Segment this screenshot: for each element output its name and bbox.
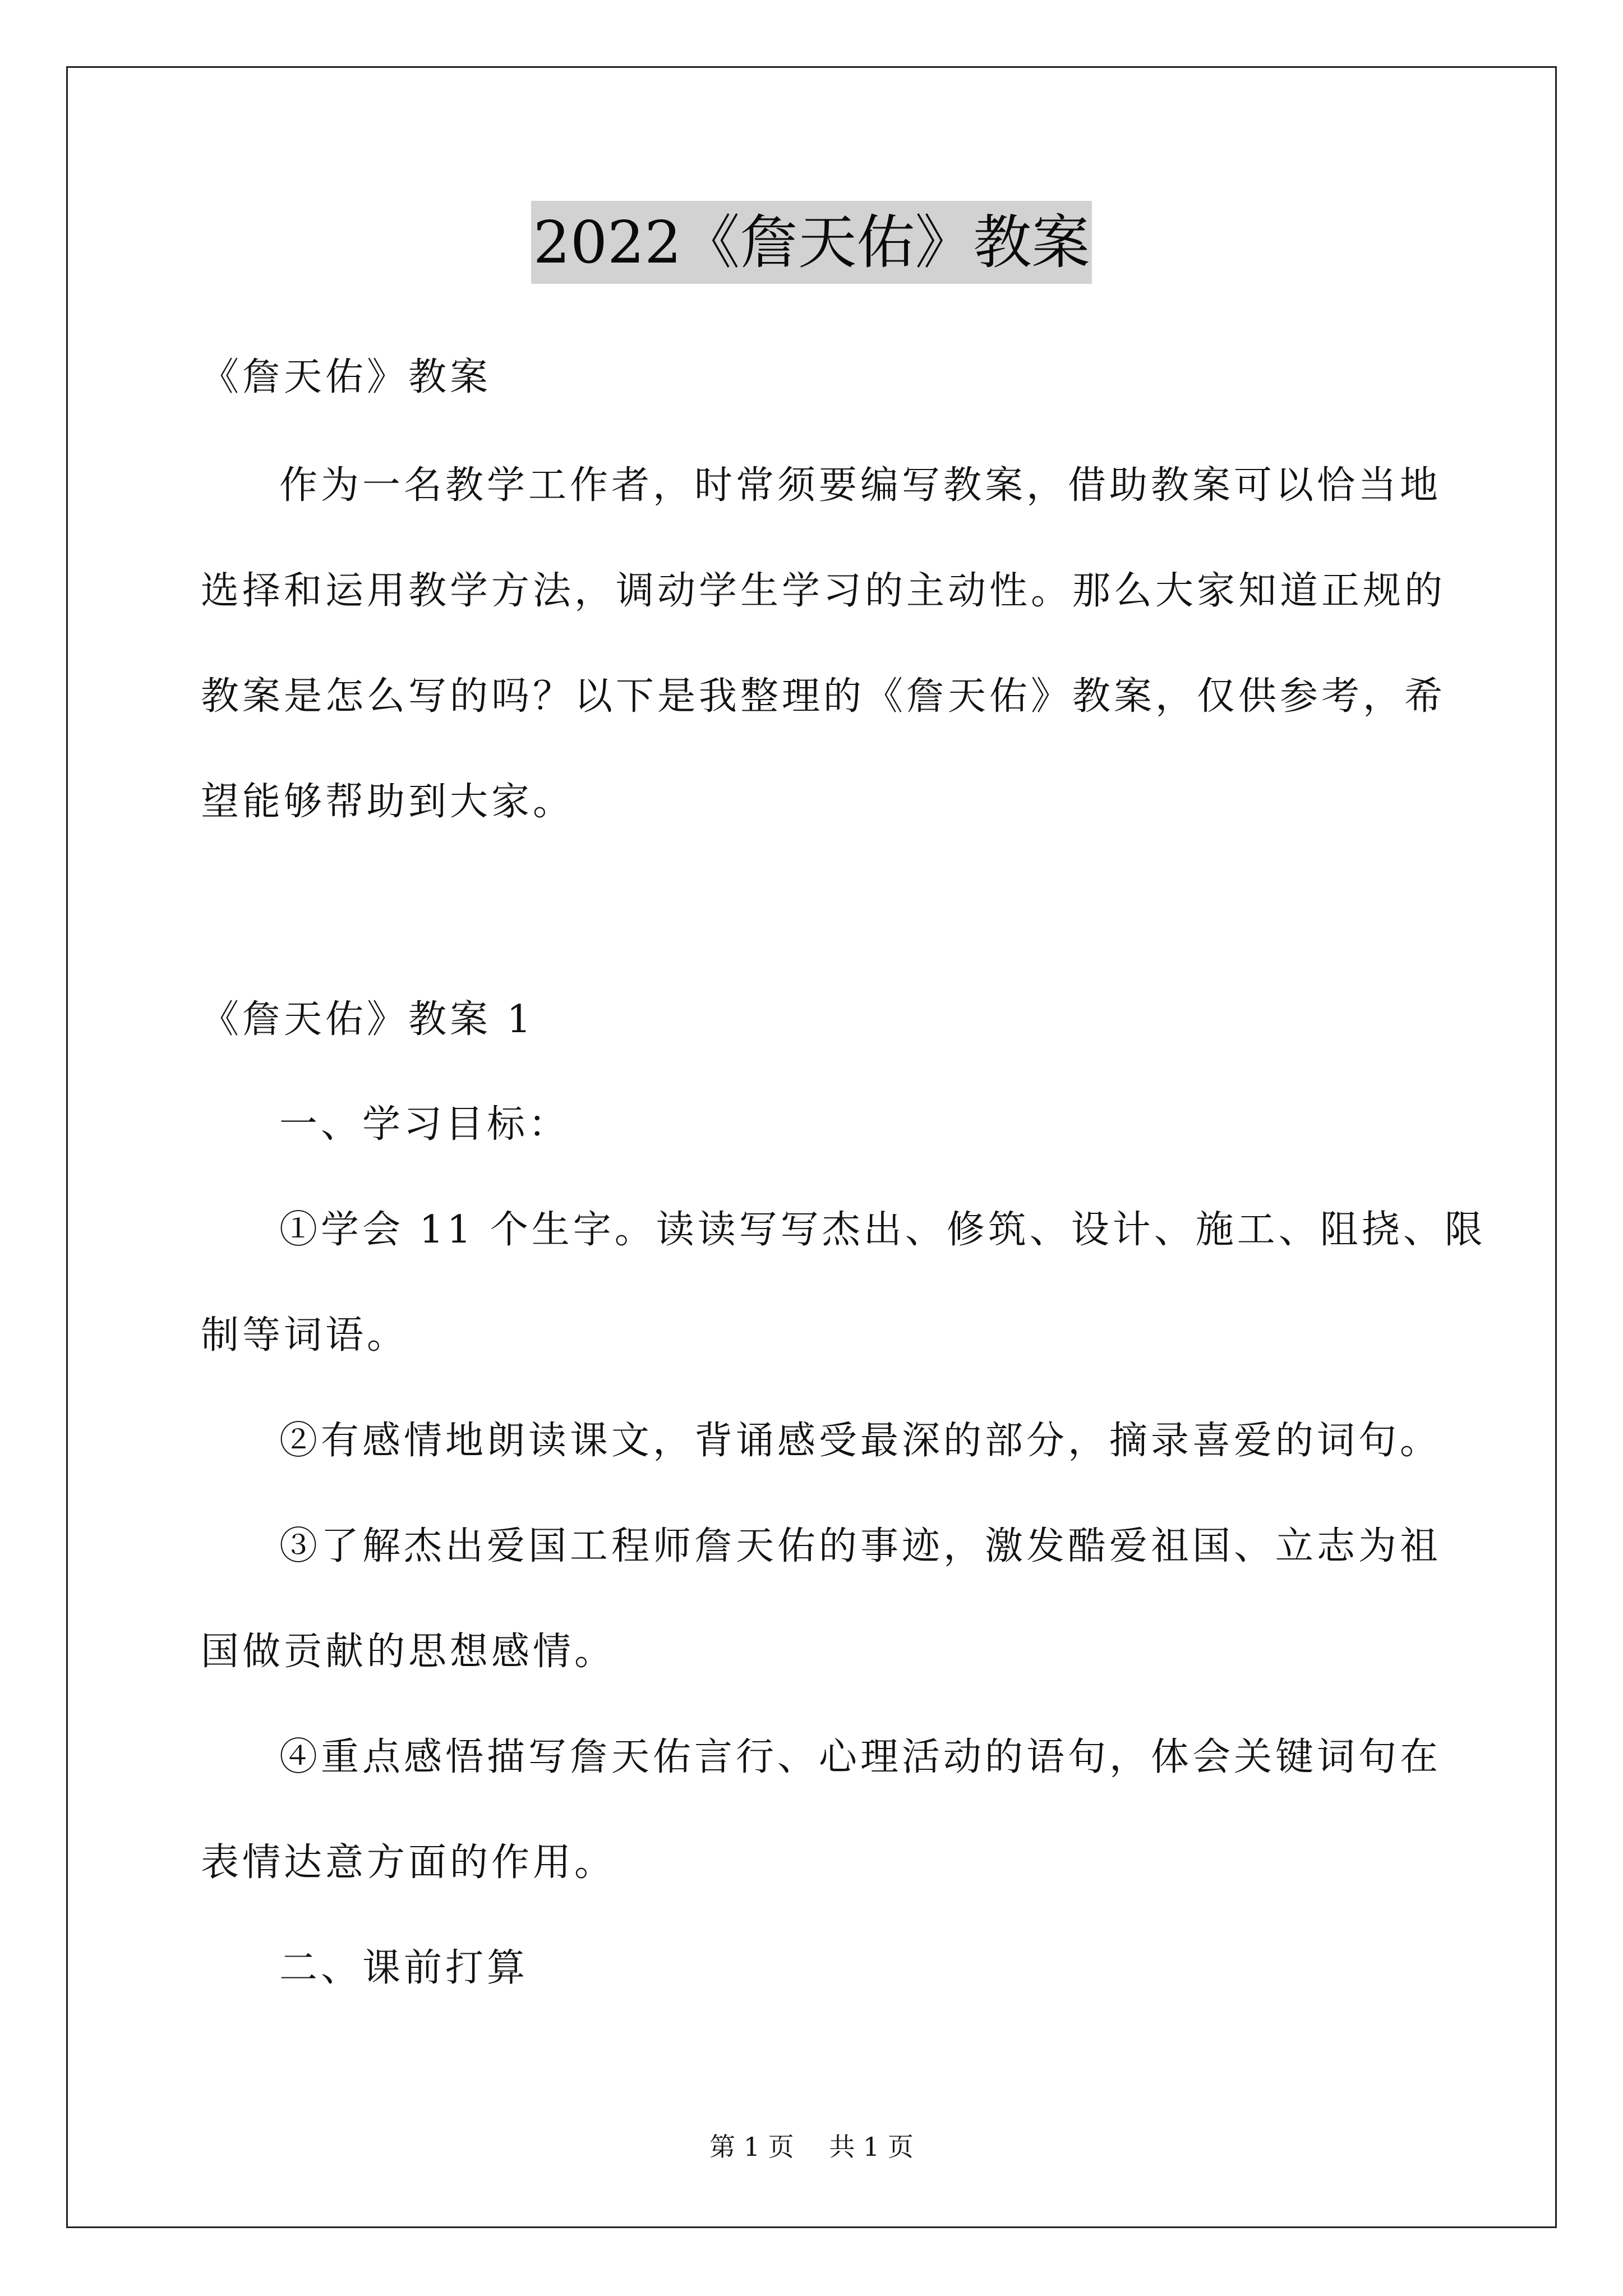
subtitle: 《詹天佑》教案 (201, 355, 492, 399)
section-title: 《詹天佑》教案 1 (201, 997, 534, 1042)
intro-line-2: 选择和运用教学方法，调动学生学习的主动性。那么大家知道正规的 (201, 569, 1446, 613)
page-number-total: 共 1 页 (829, 2132, 914, 2162)
goal-1-line-2: 制等词语。 (201, 1313, 409, 1358)
page-number-current: 第 1 页 (709, 2132, 794, 2162)
goal-4-line-2: 表情达意方面的作用。 (201, 1841, 616, 1885)
intro-line-3: 教案是怎么写的吗？以下是我整理的《詹天佑》教案，仅供参考，希 (201, 674, 1446, 719)
title-container (0, 201, 1623, 284)
intro-line-4: 望能够帮助到大家。 (201, 780, 575, 824)
goal-4-line-1: ④重点感悟描写詹天佑言行、心理活动的语句，体会关键词句在 (279, 1735, 1442, 1779)
intro-line-1: 作为一名教学工作者，时常须要编写教案，借助教案可以恰当地 (279, 463, 1442, 508)
goal-3-line-2: 国做贡献的思想感情。 (201, 1630, 616, 1674)
goal-2-line-1: ②有感情地朗读课文，背诵感受最深的部分，摘录喜爱的词句。 (279, 1419, 1442, 1463)
goal-1-line-1: ①学会 11 个生字。读读写写杰出、修筑、设计、施工、阻挠、限 (279, 1208, 1486, 1252)
heading-preparation: 二、课前打算 (279, 1946, 529, 1990)
document-title: 2022《詹天佑》教案 (531, 201, 1092, 284)
heading-learning-goals: 一、学习目标： (279, 1102, 570, 1147)
goal-3-line-1: ③了解杰出爱国工程师詹天佑的事迹，激发酷爱祖国、立志为祖 (279, 1524, 1442, 1568)
page-footer (0, 2129, 1623, 2165)
